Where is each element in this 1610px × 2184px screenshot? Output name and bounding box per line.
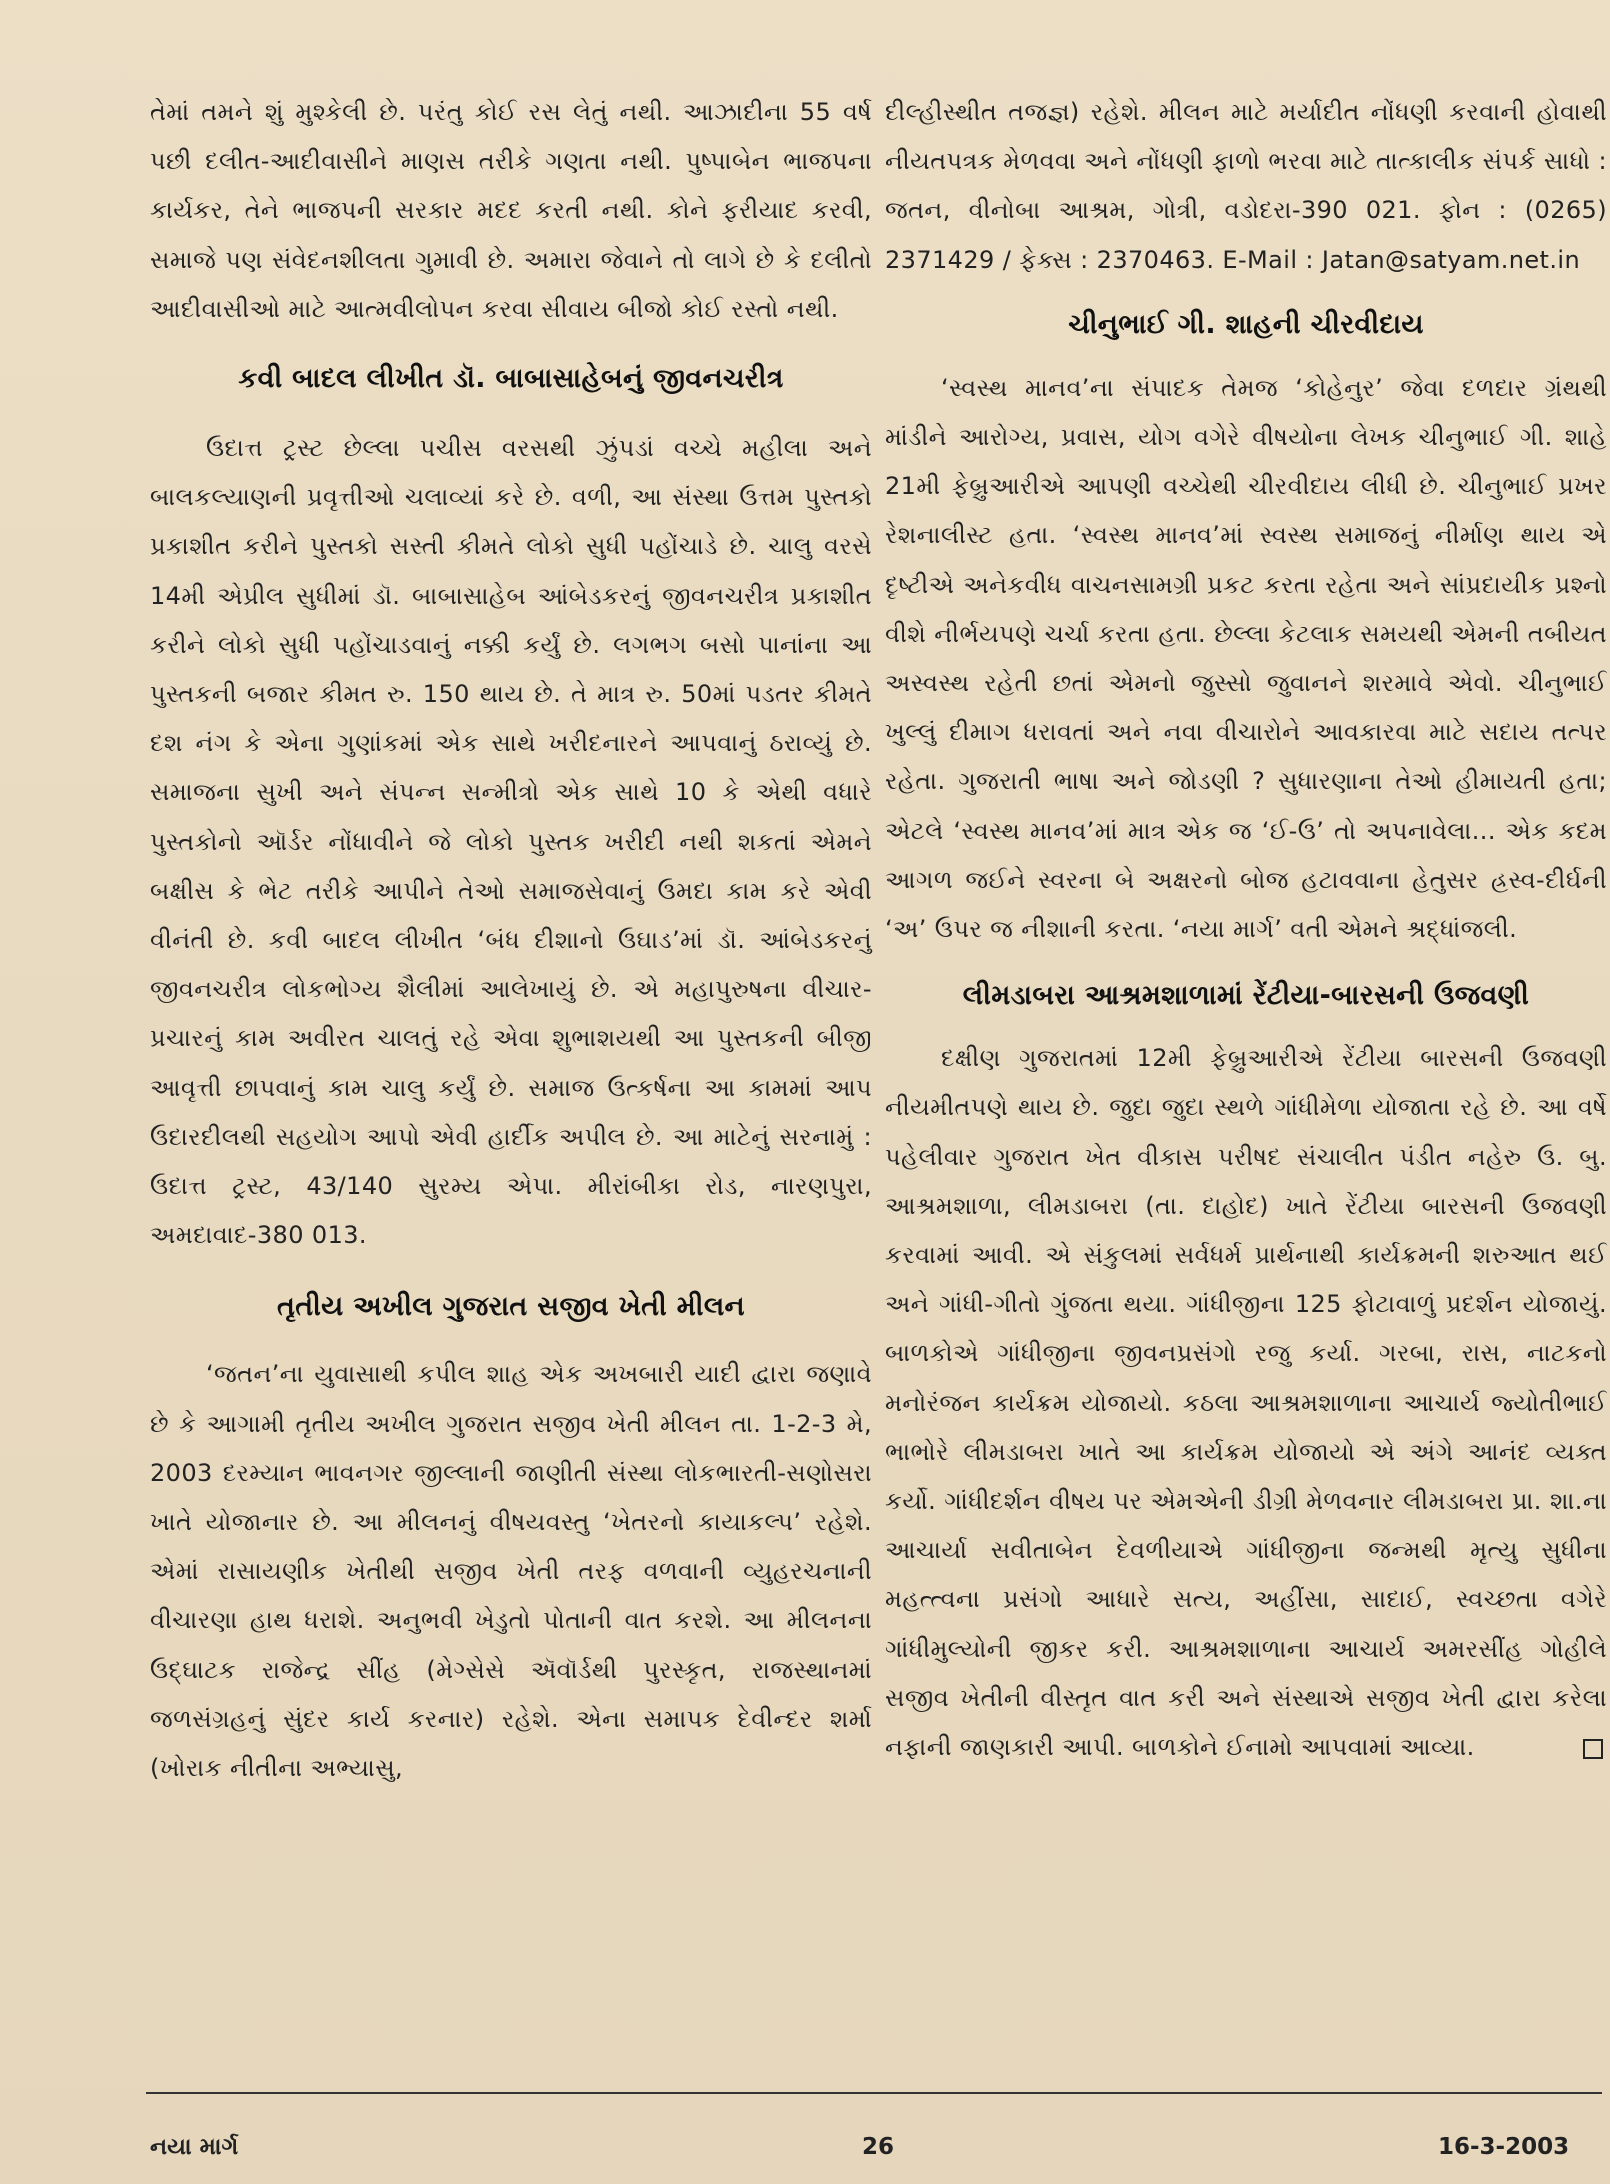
page-number: 26 — [862, 2134, 895, 2160]
organic-farming-meet-continuation: દીલ્હીસ્થીત તજજ્ઞ) રહેશે. મીલન માટે મર્યાદીત નોંધણી કરવાની હોવાથી નીયતપત્રક મેળવવા અને નોંધણી ફાળો ભરવા માટે તાત્કાલીક સંપર્ક સાધો : જતન, વીનોબા આશ્રમ, ગોત્રી, વડોદરા-390 021. ફોન : (0265) 2371429 / ફેક્સ : 2370463. E-Mail : Jatan@satyam.net.in — [885, 98, 1607, 274]
rentiya-baras-paragraph — [885, 1034, 1607, 1772]
left-column — [150, 88, 872, 1793]
issue-date: 16-3-2003 — [1438, 2134, 1570, 2160]
article-continuation-paragraph: તેમાં તમને શું મુશ્કેલી છે. પરંતુ કોઈ રસ લેતું નથી. આઝાદીના 55 વર્ષ પછી દલીત-આદીવાસીને માણસ તરીકે ગણતા નથી. પુષ્પાબેન ભાજપના કાર્યકર, તેને ભાજપની સરકાર મદદ કરતી નથી. કોને ફરીયાદ કરવી, સમાજે પણ સંવેદનશીલતા ગુમાવી છે. અમારા જેવાને તો લાગે છે કે દલીતો આદીવાસીઓ માટે આત્મવીલોપન કરવા સીવાય બીજો કોઈ રસ્તો નથી. — [150, 98, 872, 323]
heading-rentiya-baras-celebration: લીમડાબરા આશ્રમશાળામાં રેંટીયા-બારસની ઉજવણી — [962, 980, 1530, 1012]
footer-rule — [146, 2092, 1602, 2094]
ambedkar-biography-paragraph: ઉદાત્ત ટ્રસ્ટ છેલ્લા પચીસ વરસથી ઝુંપડાં વચ્ચે મહીલા અને બાલકલ્યાણની પ્રવૃત્તીઓ ચલાવ્યાં કરે છે. વળી, આ સંસ્થા ઉત્તમ પુસ્તકો પ્રકાશીત કરીને પુસ્તકો સસ્તી કીમતે લોકો સુધી પહોંચાડે છે. ચાલુ વરસે 14મી એપ્રીલ સુધીમાં ડૉ. બાબાસાહેબ આંબેડકરનું જીવનચરીત્ર પ્રકાશીત કરીને લોકો સુધી પહોંચાડવાનું નક્કી કર્યું છે. લગભગ બસો પાનાંના આ પુસ્તકની બજાર કીમત રુ. 150 થાય છે. તે માત્ર રુ. 50માં પડતર કીમતે દશ નંગ કે એના ગુણાંકમાં એક સાથે ખરીદનારને આપવાનું ઠરાવ્યું છે. સમાજના સુખી અને સંપન્ન સન્મીત્રો એક સાથે 10 કે એથી વધારે પુસ્તકોનો ઑર્ડર નોંધાવીને જે લોકો પુસ્તક ખરીદી નથી શકતાં એમને બક્ષીસ કે ભેટ તરીકે આપીને તેઓ સમાજસેવાનું ઉમદા કામ કરે એવી વીનંતી છે. કવી બાદલ લીખીત ‘બંધ દીશાનો ઉઘાડ’માં ડૉ. આંબેડકરનું જીવનચરીત્ર લોકભોગ્ય શૈલીમાં આલેખાયું છે. એ મહાપુરુષના વીચાર-પ્રચારનું કામ અવીરત ચાલતું રહે એવા શુભાશયથી આ પુસ્તકની બીજી આવૃત્તી છાપવાનું કામ ચાલુ કર્યું છે. સમાજ ઉત્કર્ષના આ કામમાં આપ ઉદારદીલથી સહયોગ આપો એવી હાર્દીક અપીલ છે. આ માટેનું સરનામું : ઉદાત્ત ટ્રસ્ટ, 43/140 સુરમ્ય એપા. મીરાંબીકા રોડ, નારણપુરા, અમદાવાદ-380 013. — [150, 434, 872, 1250]
heading-chinubhai-obituary: ચીનુભાઈ ગી. શાહની ચીરવીદાય — [1068, 308, 1424, 340]
publication-name: નયા માર્ગ — [150, 2134, 239, 2160]
heading-ambedkar-biography: કવી બાદલ લીખીત ડૉ. બાબાસાહેબનું જીવનચરીત્ર — [238, 363, 784, 395]
rentiya-baras-text: દક્ષીણ ગુજરાતમાં 12મી ફેબ્રુઆરીએ રેંટીયા બારસની ઉજવણી નીયમીતપણે થાય છે. જુદા જુદા સ્થળે ગાંધીમેળા યોજાતા રહે છે. આ વર્ષે પહેલીવાર ગુજરાત ખેત વીકાસ પરીષદ સંચાલીત પંડીત નહેરુ ઉ. બુ. આશ્રમશાળા, લીમડાબરા (તા. દાહોદ) ખાતે રેંટીયા બારસની ઉજવણી કરવામાં આવી. એ સંકુલમાં સર્વધર્મ પ્રાર્થનાથી કાર્યક્રમની શરુઆત થઈ અને ગાંધી-ગીતો ગુંજતા થયા. ગાંધીજીના 125 ફોટાવાળું પ્રદર્શન યોજાયું. બાળકોએ ગાંધીજીના જીવનપ્રસંગો રજુ કર્યા. ગરબા, રાસ, નાટકનો મનોરંજન કાર્યક્રમ યોજાયો. કઠલા આશ્રમશાળાના આચાર્ય જ્યોતીભાઈ ભાભોરે લીમડાબરા ખાતે આ કાર્યક્રમ યોજાયો એ અંગે આનંદ વ્યક્ત કર્યો. ગાંધીદર્શન વીષય પર એમએની ડીગ્રી મેળવનાર લીમડાબરા પ્રા. શા.ના આચાર્યા સવીતાબેન દેવળીયાએ ગાંધીજીના જન્મથી મૃત્યુ સુધીના મહત્ત્વના પ્રસંગો આધારે સત્ય, અહીંસા, સાદાઈ, સ્વચ્છતા વગેરે ગાંધીમુલ્યોની જીકર કરી. આશ્રમશાળાના આચાર્ય અમરસીંહ ગોહીલે સજીવ ખેતીની વીસ્તૃત વાત કરી અને સંસ્થાએ સજીવ ખેતી દ્વારા કરેલા નફાની જાણકારી આપી. બાળકોને ઈનામો આપવામાં આવ્યા. — [885, 1044, 1607, 1762]
heading-organic-farming-meet: તૃતીય અખીલ ગુજરાત સજીવ ખેતી મીલન — [277, 1291, 745, 1323]
chinubhai-obituary-paragraph: ‘સ્વસ્થ માનવ’ના સંપાદક તેમજ ‘કોહેનુર’ જેવા દળદાર ગ્રંથથી માંડીને આરોગ્ય, પ્રવાસ, યોગ વગેરે વીષયોના લેખક ચીનુભાઈ ગી. શાહે 21મી ફેબ્રુઆરીએ આપણી વચ્ચેથી ચીરવીદાય લીધી છે. ચીનુભાઈ પ્રખર રેશનાલીસ્ટ હતા. ‘સ્વસ્થ માનવ’માં સ્વસ્થ સમાજનું નીર્માણ થાય એ દૃષ્ટીએ અનેકવીધ વાચનસામગ્રી પ્રકટ કરતા રહેતા અને સાંપ્રદાયીક પ્રશ્નો વીશે નીર્ભયપણે ચર્ચા કરતા હતા. છેલ્લા કેટલાક સમયથી એમની તબીયત અસ્વસ્થ રહેતી છતાં એમનો જુસ્સો જુવાનને શરમાવે એવો. ચીનુભાઈ ખુલ્લું દીમાગ ધરાવતાં અને નવા વીચારોને આવકારવા માટે સદાય તત્પર રહેતા. ગુજરાતી ભાષા અને જોડણી ? સુધારણાના તેઓ હીમાયતી હતા; એટલે ‘સ્વસ્થ માનવ’માં માત્ર એક જ ‘ઈ-ઉ’ તો અપનાવેલા... એક કદમ આગળ જઈને સ્વરના બે અક્ષરનો બોજ હટાવવાના હેતુસર હ્રસ્વ-દીર્ઘની ‘અ’ ઉપર જ નીશાની કરતા. ‘નયા માર્ગ’ વતી એમને શ્રદ્ધાંજલી. — [885, 373, 1607, 944]
right-column — [885, 88, 1607, 1772]
organic-farming-meet-paragraph: ‘જતન’ના યુવાસાથી કપીલ શાહ એક અખબારી યાદી દ્વારા જણાવે છે કે આગામી તૃતીય અખીલ ગુજરાત સજીવ ખેતી મીલન તા. 1-2-3 મે, 2003 દરમ્યાન ભાવનગર જીલ્લાની જાણીતી સંસ્થા લોકભારતી-સણોસરા ખાતે યોજાનાર છે. આ મીલનનું વીષયવસ્તુ ‘ખેતરનો કાયાકલ્પ’ રહેશે. એમાં રાસાયણીક ખેતીથી સજીવ ખેતી તરફ વળવાની વ્યુહરચનાની વીચારણા હાથ ધરાશે. અનુભવી ખેડુતો પોતાની વાત કરશે. આ મીલનના ઉદ્ઘાટક રાજેન્દ્ર સીંહ (મેગ્સેસે ઍવૉર્ડથી પુરસ્કૃત, રાજસ્થાનમાં જળસંગ્રહનું સુંદર કાર્ય કરનાર) રહેશે. એના સમાપક દેવીન્દર શર્મા (ખોરાક નીતીના અભ્યાસુ, — [150, 1360, 872, 1783]
end-of-article-square-icon — [1583, 1739, 1603, 1759]
